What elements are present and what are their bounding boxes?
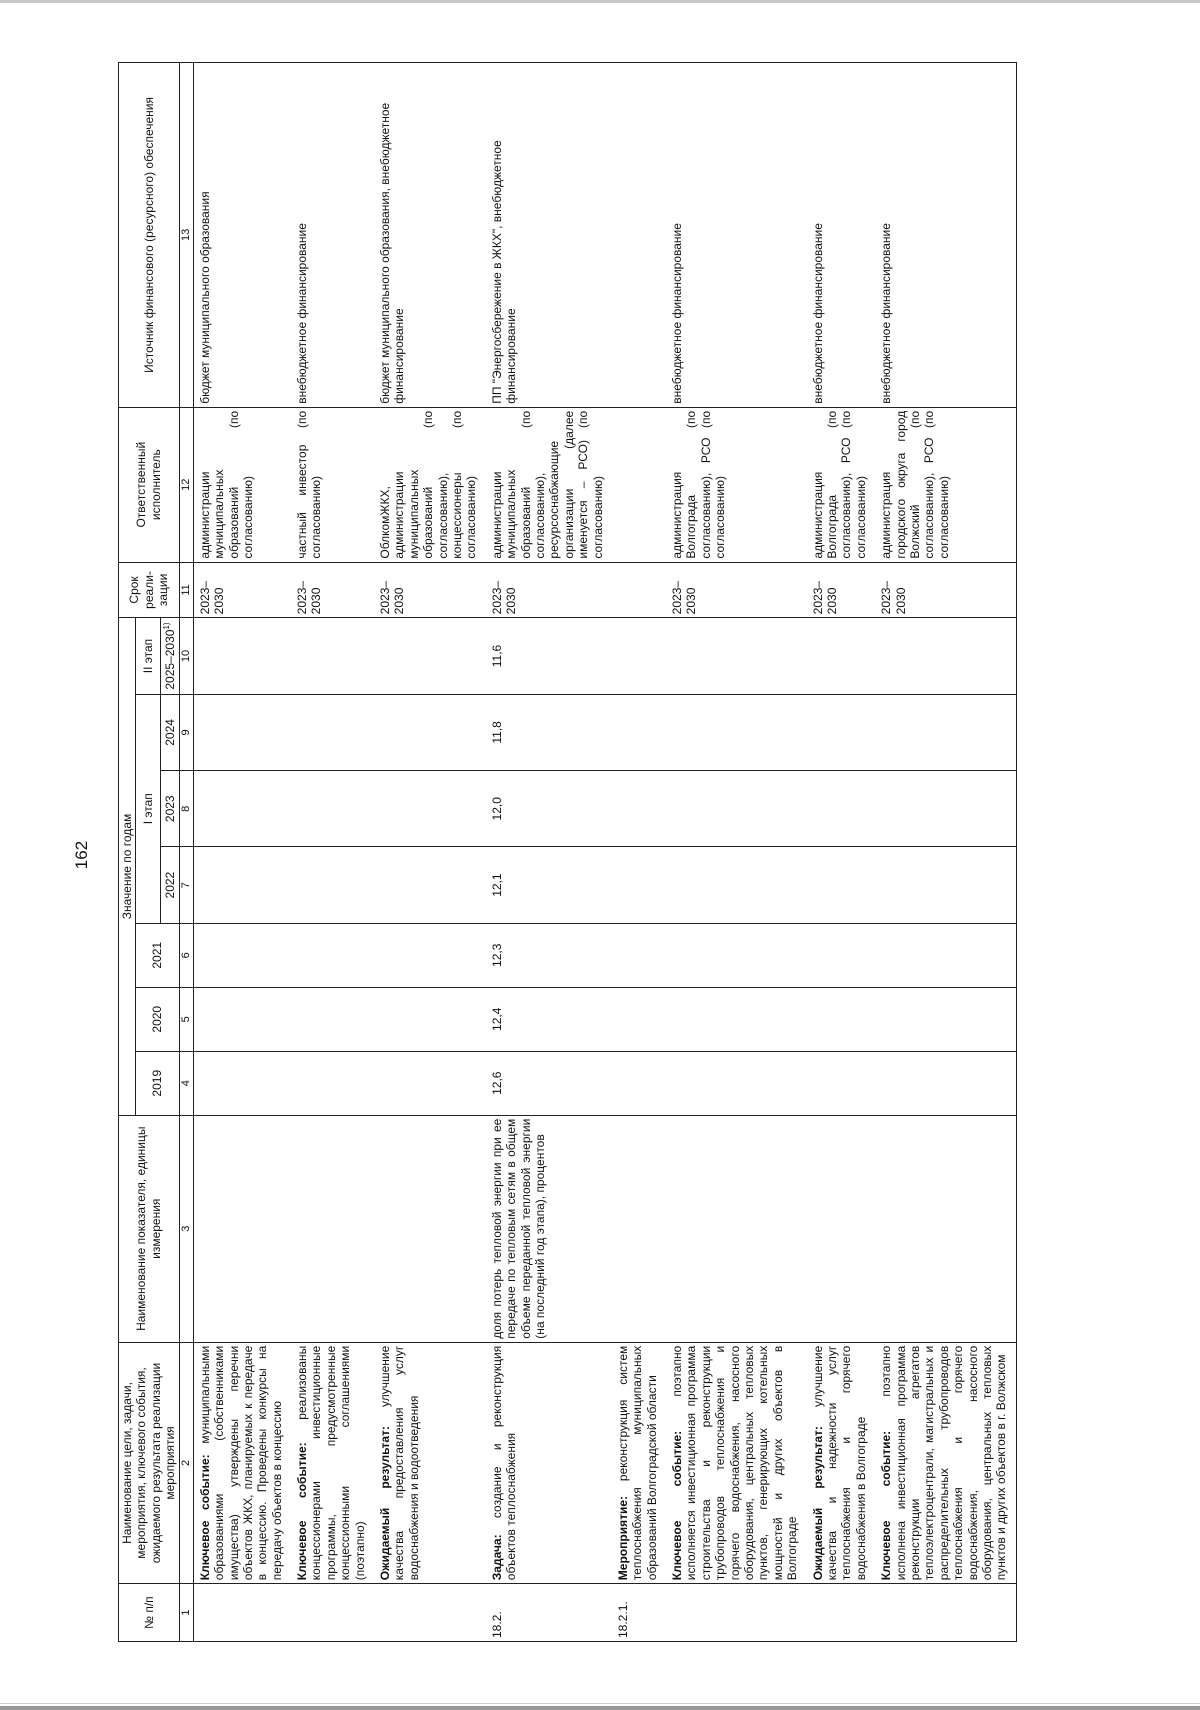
- value-2021: [612, 923, 666, 987]
- value-2019: [666, 1051, 807, 1115]
- row-source: [612, 63, 666, 408]
- scan-edge-line: [0, 1703, 1200, 1704]
- header-name: Наименование цели, задачи, мероприятия, ключевого события, ожидаемого результата реализации мероприятия: [119, 1342, 180, 1583]
- value-2022: [875, 847, 1016, 923]
- row-executor: администрации муниципальных образований (по согласованию): [193, 407, 291, 562]
- value-2024: [666, 694, 807, 770]
- program-table: [118, 62, 1017, 1642]
- header-year-2022: 2022: [161, 847, 179, 923]
- row-label: Ключевое событие:: [197, 1454, 212, 1581]
- row-source: ПП "Энергосбережение в ЖКХ", внебюджетное финансирование: [486, 63, 612, 408]
- value-2021: [193, 923, 291, 987]
- column-number: 3: [179, 1115, 193, 1342]
- value-2023: [291, 771, 374, 847]
- row-indicator: [875, 1115, 1016, 1342]
- value-2025-2030: [291, 618, 374, 694]
- value-2022: [666, 847, 807, 923]
- row-executor: администрация Волгограда (по согласованию), РСО (по согласованию): [807, 407, 876, 562]
- row-period: 2023–2030: [875, 562, 1016, 618]
- row-description: [291, 1342, 374, 1583]
- column-number: 8: [179, 771, 193, 847]
- value-2023: [374, 771, 486, 847]
- row-executor: администрация Волгограда (по согласованию), РСО (по согласованию): [666, 407, 807, 562]
- value-2019: [875, 1051, 1016, 1115]
- value-2020: [612, 987, 666, 1051]
- table-row: [807, 63, 876, 1642]
- value-2019: [193, 1051, 291, 1115]
- row-period: 2023–2030: [291, 562, 374, 618]
- header-num: № п/п: [119, 1584, 180, 1642]
- column-number: 1: [179, 1584, 193, 1642]
- table-row: [666, 63, 807, 1642]
- header-period: Срок реали-зации: [119, 562, 180, 618]
- header-indicator: Наименование показателя, единицы измерения: [119, 1115, 180, 1342]
- column-number: 12: [179, 407, 193, 562]
- row-label: Задача:: [489, 1534, 504, 1581]
- row-number: [374, 1584, 486, 1642]
- row-indicator: [612, 1115, 666, 1342]
- header-source: Источник финансового (ресурсного) обеспечения: [119, 63, 180, 408]
- row-number: 18.2.: [486, 1584, 612, 1642]
- value-2019: [374, 1051, 486, 1115]
- value-2024: 11,8: [486, 694, 612, 770]
- row-text: улучшение качества и надежности услуг теплоснабжения и горячего водоснабжения в Волгограде: [810, 1345, 868, 1581]
- row-description: [807, 1342, 876, 1583]
- row-executor: частный инвестор (по согласованию): [291, 407, 374, 562]
- value-2023: [666, 771, 807, 847]
- table-header: [119, 63, 194, 1642]
- row-executor: администрации муниципальных образований (по согласованию), ресурсоснабжающие организации (далее именуется – РСО) (по согласованию): [486, 407, 612, 562]
- column-number: 11: [179, 562, 193, 618]
- row-description: [486, 1342, 612, 1583]
- row-executor: ОблкомЖКХ, администрации муниципальных образований (по согласованию), концессионеры (по согласованию): [374, 407, 486, 562]
- value-2025-2030: 11,6: [486, 618, 612, 694]
- value-2024: [875, 694, 1016, 770]
- value-2024: [612, 694, 666, 770]
- row-source: внебюджетное финансирование: [291, 63, 374, 408]
- header-year-2019: 2019: [136, 1051, 179, 1115]
- footnote-mark: 1): [162, 622, 172, 630]
- column-number-row: [179, 63, 193, 1642]
- value-2021: [291, 923, 374, 987]
- row-text: улучшение качества предоставления услуг водоснабжения и водоотведения: [378, 1345, 421, 1581]
- row-label: Ожидаемый результат:: [378, 1426, 393, 1581]
- row-label: Ключевое событие:: [879, 1430, 894, 1581]
- value-2024: [374, 694, 486, 770]
- value-2021: [666, 923, 807, 987]
- row-label: Ключевое событие:: [670, 1430, 685, 1581]
- row-period: [612, 562, 666, 618]
- row-number: [193, 1584, 291, 1642]
- value-2021: 12,3: [486, 923, 612, 987]
- value-2020: [875, 987, 1016, 1051]
- value-2024: [291, 694, 374, 770]
- value-2022: [291, 847, 374, 923]
- column-number: 5: [179, 987, 193, 1051]
- row-indicator: [193, 1115, 291, 1342]
- row-label: Ключевое событие:: [295, 1442, 310, 1581]
- row-indicator: доля потерь тепловой энергии при ее передаче по тепловым сетям в общем объеме переданной тепловой энергии (на последний год этапа), процентов: [486, 1115, 612, 1342]
- row-number: [666, 1584, 807, 1642]
- row-period: 2023–2030: [807, 562, 876, 618]
- value-2022: [193, 847, 291, 923]
- row-text: создание и реконструкция объектов теплоснабжения: [489, 1345, 519, 1581]
- row-number: [291, 1584, 374, 1642]
- row-source: внебюджетное финансирование: [666, 63, 807, 408]
- value-2020: [291, 987, 374, 1051]
- row-source: бюджет муниципального образования: [193, 63, 291, 408]
- table-row: [612, 63, 666, 1642]
- value-2023: [875, 771, 1016, 847]
- row-description: [374, 1342, 486, 1583]
- header-year-2020: 2020: [136, 987, 179, 1051]
- row-executor: администрация городского округа город Волжский (по согласованию), РСО (по согласованию): [875, 407, 1016, 562]
- value-2025-2030: [807, 618, 876, 694]
- value-2020: [193, 987, 291, 1051]
- row-description: [193, 1342, 291, 1583]
- value-2023: [807, 771, 876, 847]
- value-2024: [193, 694, 291, 770]
- value-2020: [666, 987, 807, 1051]
- row-label: Мероприятие:: [615, 1496, 630, 1581]
- column-number: 6: [179, 923, 193, 987]
- row-number: 18.2.1.: [612, 1584, 666, 1642]
- value-2019: [612, 1051, 666, 1115]
- row-text: реализованы концессионерами инвестиционные программы, предусмотренные концессионными соглашениями (поэтапно): [295, 1345, 367, 1581]
- value-2020: [374, 987, 486, 1051]
- row-source: бюджет муниципального образования, внебюджетное финансирование: [374, 63, 486, 408]
- table-row: [875, 63, 1016, 1642]
- row-text: поэтапно исполнена инвестиционная программа реконструкции агрегатов теплоэлектроцентрали, магистральных и распределительных трубопроводов теплоснабжения и горячего водоснабжения, насосного оборудования, центральных тепловых пунктов и других объектов в г. Волжском: [879, 1345, 1009, 1581]
- row-label: Ожидаемый результат:: [810, 1426, 825, 1581]
- value-2021: [875, 923, 1016, 987]
- value-2025-2030: [193, 618, 291, 694]
- row-period: 2023–2030: [486, 562, 612, 618]
- row-description: [666, 1342, 807, 1583]
- header-year-2023: 2023: [161, 771, 179, 847]
- row-text: поэтапно исполняется инвестиционная программа строительства и реконструкции трубопроводов теплоснабжения и горячего водоснабжения, насосного оборудования, центральных тепловых пунктов, генерирующих котельных мощностей и других объектов в Волгограде: [670, 1345, 800, 1581]
- row-description: [875, 1342, 1016, 1583]
- header-year-2024: 2024: [161, 694, 179, 770]
- header-year-2021: 2021: [136, 923, 179, 987]
- value-2022: 12,1: [486, 847, 612, 923]
- row-period: 2023–2030: [193, 562, 291, 618]
- column-number: 4: [179, 1051, 193, 1115]
- row-executor: [612, 407, 666, 562]
- row-indicator: [666, 1115, 807, 1342]
- row-number: [875, 1584, 1016, 1642]
- value-2022: [807, 847, 876, 923]
- value-2019: 12,6: [486, 1051, 612, 1115]
- row-indicator: [374, 1115, 486, 1342]
- value-2023: 12,0: [486, 771, 612, 847]
- value-2025-2030: [666, 618, 807, 694]
- header-stage-2: II этап: [136, 618, 161, 694]
- column-number: 10: [179, 618, 193, 694]
- table-row: [486, 63, 612, 1642]
- row-description: [612, 1342, 666, 1583]
- value-2020: [807, 987, 876, 1051]
- page-number: 162: [72, 840, 91, 870]
- header-stage-1: I этап: [136, 694, 161, 923]
- row-number: [807, 1584, 876, 1642]
- scan-edge-right: [0, 0, 1200, 3]
- column-number: 2: [179, 1342, 193, 1583]
- table-body: [193, 63, 1016, 1642]
- row-indicator: [807, 1115, 876, 1342]
- value-2020: 12,4: [486, 987, 612, 1051]
- value-2022: [374, 847, 486, 923]
- column-number: 13: [179, 63, 193, 408]
- row-indicator: [291, 1115, 374, 1342]
- value-2025-2030: [612, 618, 666, 694]
- header-years-2025-2030: [161, 618, 179, 694]
- row-period: 2023–2030: [374, 562, 486, 618]
- column-number: 9: [179, 694, 193, 770]
- value-2024: [807, 694, 876, 770]
- value-2022: [612, 847, 666, 923]
- value-2023: [193, 771, 291, 847]
- value-2019: [807, 1051, 876, 1115]
- row-period: 2023–2030: [666, 562, 807, 618]
- header-values-group: Значение по годам: [119, 618, 136, 1115]
- header-executor: Ответственный исполнитель: [119, 407, 180, 562]
- row-source: внебюджетное финансирование: [875, 63, 1016, 408]
- column-number: 7: [179, 847, 193, 923]
- stage-2-years: 2025–2030: [163, 629, 178, 690]
- table-row: [193, 63, 291, 1642]
- value-2021: [807, 923, 876, 987]
- row-text: муниципальными образованиями (собственниками имущества) утверждены перечни объектов ЖКХ, планируемых к передаче в концессию. Проведены конкурсы на передачу объектов в концессию: [197, 1345, 284, 1581]
- row-source: внебюджетное финансирование: [807, 63, 876, 408]
- value-2021: [374, 923, 486, 987]
- row-text: реконструкция систем теплоснабжения муниципальных образований Волгоградской области: [615, 1345, 659, 1581]
- value-2023: [612, 771, 666, 847]
- table-row: [291, 63, 374, 1642]
- scan-edge-shadow: [0, 1706, 1200, 1710]
- value-2025-2030: [875, 618, 1016, 694]
- value-2025-2030: [374, 618, 486, 694]
- value-2019: [291, 1051, 374, 1115]
- table-row: [374, 63, 486, 1642]
